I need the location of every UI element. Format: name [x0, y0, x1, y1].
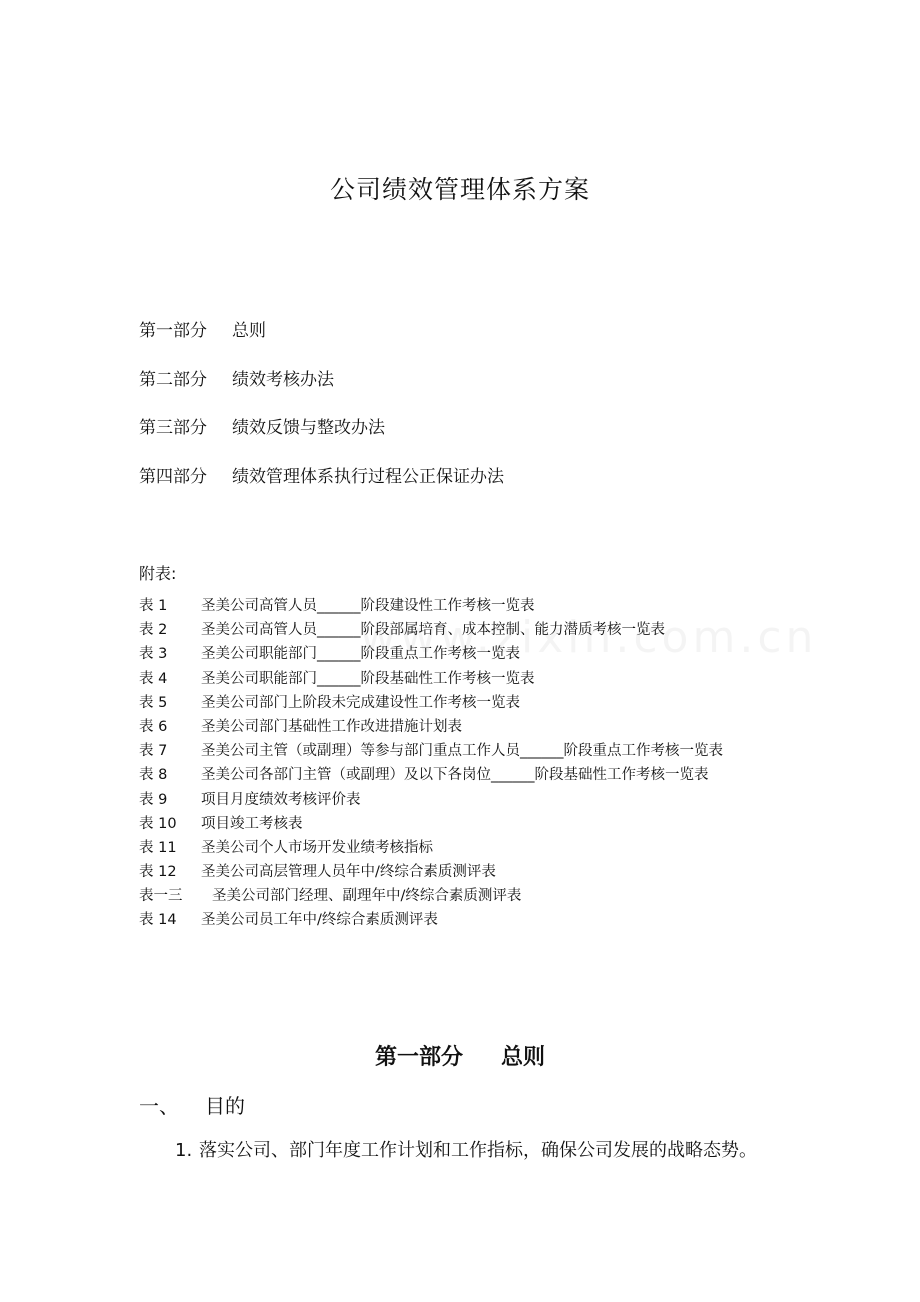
section-number: 一、 [139, 1094, 179, 1118]
appendix-text: 圣美公司高管人员______阶段部属培育、成本控制、能力潜质考核一览表 [201, 622, 665, 639]
appendix-number: 表 10 [139, 815, 177, 832]
table-of-contents [139, 318, 504, 512]
appendix-row [139, 643, 723, 667]
appendix-text: 圣美公司主管（或副理）等参与部门重点工作人员______阶段重点工作考核一览表 [201, 743, 723, 760]
appendix-number: 表 8 [139, 767, 168, 784]
item-text: 落实公司、部门年度工作计划和工作指标，确保公司发展的战略态势。 [199, 1140, 757, 1161]
section-title: 目的 [205, 1094, 245, 1118]
appendix-text: 圣美公司部门上阶段未完成建设性工作考核一览表 [201, 694, 520, 711]
appendix-number: 表 7 [139, 743, 168, 760]
appendix-text: 项目月度绩效考核评价表 [201, 791, 361, 808]
appendix-number: 表一三 [139, 888, 183, 905]
toc-text: 绩效反馈与整改办法 [232, 418, 385, 438]
appendix-number: 表 6 [139, 718, 168, 735]
part-one-name: 总则 [501, 1045, 546, 1070]
part-one-label: 第一部分 [374, 1045, 463, 1070]
toc-part: 第二部分 [139, 369, 207, 390]
appendix-row [139, 668, 723, 692]
document-title: 公司绩效管理体系方案 [329, 175, 590, 204]
toc-item [139, 415, 504, 464]
appendix-text: 圣美公司各部门主管（或副理）及以下各岗位______阶段基础性工作考核一览表 [201, 767, 709, 784]
appendix-text: 圣美公司个人市场开发业绩考核指标 [201, 839, 433, 856]
appendix-row [139, 909, 723, 933]
part-one-heading [0, 1040, 920, 1071]
appendix-number: 表 11 [139, 839, 177, 856]
appendix-number: 表 14 [139, 912, 177, 929]
appendix-number: 表 1 [139, 598, 168, 614]
item-number: 1. [175, 1140, 193, 1161]
appendix-number: 表 2 [139, 622, 168, 639]
appendix-row [139, 837, 723, 861]
appendix-list [139, 595, 723, 934]
appendix-text: 圣美公司员工年中/终综合素质测评表 [201, 912, 438, 929]
appendix-text: 项目竣工考核表 [201, 815, 303, 832]
appendix-row [139, 619, 723, 643]
appendix-row [139, 692, 723, 716]
appendix-row [139, 813, 723, 837]
toc-item [139, 367, 504, 416]
toc-part: 第一部分 [139, 321, 207, 341]
appendix-row [139, 595, 723, 619]
appendix-number: 表 4 [139, 670, 168, 687]
appendix-text: 圣美公司职能部门______阶段基础性工作考核一览表 [201, 670, 535, 687]
appendix-row [139, 764, 723, 788]
toc-text: 绩效管理体系执行过程公正保证办法 [232, 466, 504, 487]
appendix-text: 圣美公司部门基础性工作改进措施计划表 [201, 718, 462, 735]
appendix-heading: 附表: [139, 564, 177, 583]
appendix-number: 表 9 [139, 791, 168, 808]
appendix-row [139, 789, 723, 813]
toc-part: 第四部分 [139, 466, 207, 487]
toc-text: 绩效考核办法 [232, 369, 334, 390]
appendix-row [139, 716, 723, 740]
appendix-number: 表 12 [139, 864, 177, 881]
toc-item [139, 318, 504, 367]
toc-item [139, 464, 504, 513]
toc-part: 第三部分 [139, 418, 207, 438]
section-one-heading [139, 1090, 245, 1119]
appendix-row [139, 861, 723, 885]
appendix-row [139, 885, 723, 909]
numbered-item [175, 1136, 757, 1162]
appendix-text: 圣美公司职能部门______阶段重点工作考核一览表 [201, 646, 520, 663]
appendix-text: 圣美公司高层管理人员年中/终综合素质测评表 [201, 864, 496, 881]
appendix-text: 圣美公司部门经理、副理年中/终综合素质测评表 [212, 888, 522, 905]
appendix-number: 表 3 [139, 646, 168, 663]
appendix-number: 表 5 [139, 694, 168, 711]
toc-text: 总则 [232, 321, 266, 341]
appendix-text: 圣美公司高管人员______阶段建设性工作考核一览表 [201, 598, 535, 614]
appendix-row [139, 740, 723, 764]
